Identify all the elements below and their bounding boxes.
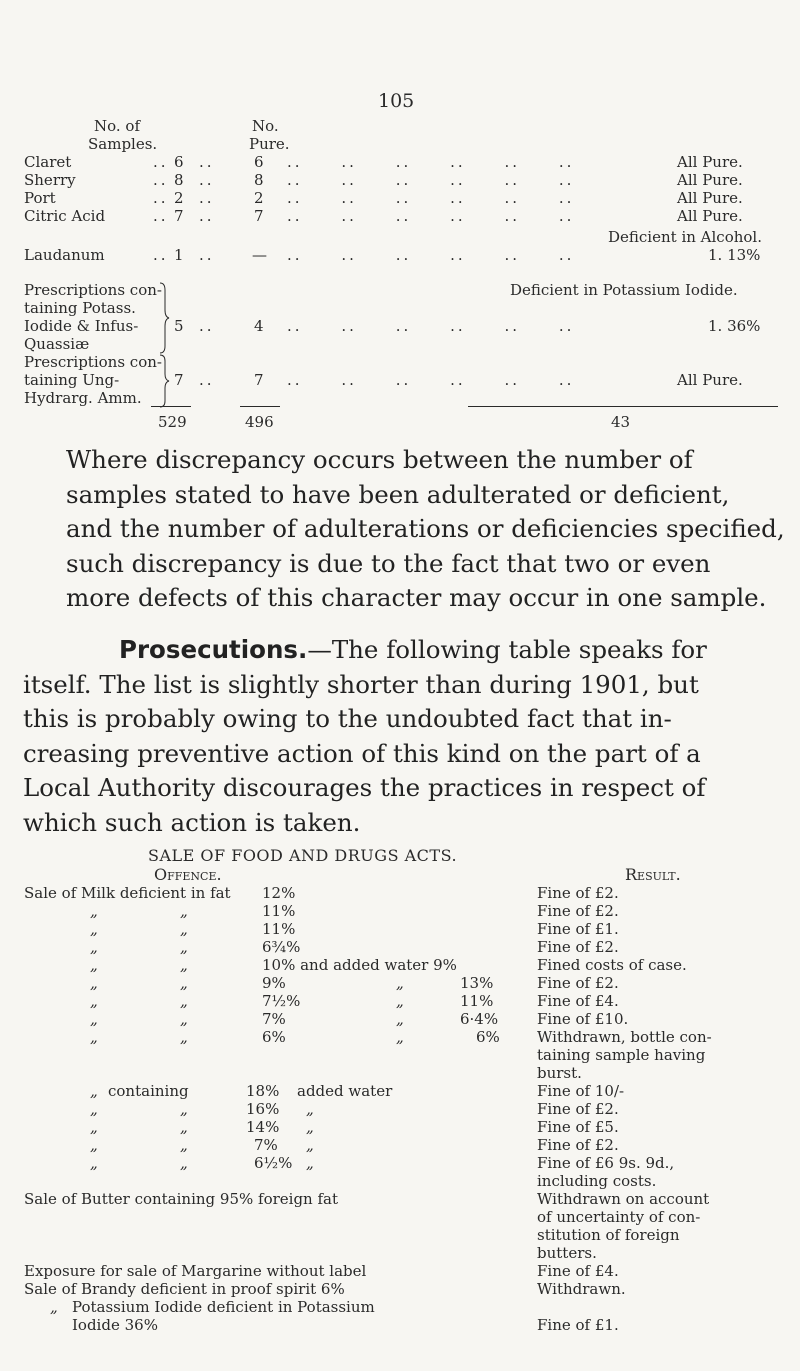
row-result: All Pure.: [677, 207, 743, 225]
discrepancy-paragraph: [66, 443, 785, 616]
row-samples: 7: [174, 207, 184, 225]
presc1-pure: 4: [254, 317, 264, 335]
result-text: of uncertainty of con-: [537, 1208, 701, 1226]
presc1-result-note: Deficient in Potassium Iodide.: [510, 281, 738, 299]
text-line: and the number of adulterations or deficiencies specified,: [66, 514, 785, 543]
presc1-samples: 5: [174, 317, 184, 335]
offence-water: 11%: [460, 992, 494, 1010]
offence-fat: 6%: [262, 1028, 286, 1046]
result-text: Fine of £5.: [537, 1118, 619, 1136]
offence-water: 13%: [460, 974, 494, 992]
result-text: Fine of £2.: [537, 884, 619, 902]
row-samples: 8: [174, 171, 184, 189]
total-result: 43: [611, 413, 631, 431]
offence-fat: 9%: [262, 974, 286, 992]
text-line: samples stated to have been adulterated or deficient,: [66, 479, 730, 509]
ditto-mark: „: [306, 1118, 314, 1136]
text-line: itself. The list is slightly shorter than during 1901, but: [23, 669, 699, 699]
ditto-mark: „: [180, 1118, 188, 1136]
result-text: Withdrawn, bottle con-: [537, 1028, 712, 1046]
header-samples-line2: Samples.: [88, 135, 158, 153]
presc2-line: taining Ung-: [24, 371, 120, 389]
ditto-mark: „: [90, 1118, 98, 1136]
total-rule: [240, 406, 280, 407]
ditto-mark: „: [90, 974, 98, 992]
offence-label: added water: [297, 1082, 393, 1100]
ditto-mark: „: [90, 1028, 98, 1046]
text-line: such discrepancy is due to the fact that two or even: [66, 548, 711, 578]
row-result: All Pure.: [677, 153, 743, 171]
result-text: burst.: [537, 1064, 582, 1082]
ditto-mark: „: [180, 1028, 188, 1046]
ditto-mark: „: [50, 1298, 58, 1316]
ditto-mark: „: [396, 1028, 404, 1046]
result-text: butters.: [537, 1244, 597, 1262]
result-text: Fine of £4.: [537, 992, 619, 1010]
row-name: Laudanum: [24, 246, 105, 264]
offence-water-pct: 14%: [246, 1118, 280, 1136]
table-title: SALE OF FOOD AND DRUGS ACTS.: [148, 846, 458, 865]
text-line: creasing preventive action of this kind on the part of a: [23, 738, 701, 768]
brace-icon: [158, 282, 170, 354]
offence-potassium: Iodide 36%: [72, 1316, 158, 1334]
page-number: 105: [378, 90, 415, 112]
column-header-offence: Offence.: [154, 865, 222, 884]
offence-butter: Sale of Butter containing 95% foreign fat: [24, 1190, 339, 1208]
presc1-line: Quassiæ: [24, 335, 90, 353]
text-line: —The following table speaks for: [307, 635, 707, 664]
total-rule: [468, 406, 778, 407]
row-name: Citric Acid: [24, 207, 106, 225]
result-text: Fined costs of case.: [537, 956, 687, 974]
ditto-mark: „: [180, 1136, 188, 1154]
ditto-mark: „: [90, 1010, 98, 1028]
offence-water-pct: 18%: [246, 1082, 280, 1100]
header-pure-line2: Pure.: [249, 135, 290, 153]
ditto-mark: „: [90, 902, 98, 920]
result-text: Fine of £1.: [537, 1316, 619, 1334]
offence-fat: 10% and added water 9%: [262, 956, 457, 974]
ditto-mark: „: [396, 1010, 404, 1028]
ditto-mark: „: [90, 992, 98, 1010]
header-pure-line1: No.: [252, 117, 279, 135]
row-pure: 6: [254, 153, 264, 171]
row-name: Port: [24, 189, 56, 207]
result-text: Withdrawn.: [537, 1280, 626, 1298]
row-pure: 7: [254, 207, 264, 225]
row-result: 1. 13%: [708, 246, 761, 264]
presc2-line: Prescriptions con-: [24, 353, 162, 371]
offence-label: Sale of Milk deficient in fat: [24, 884, 231, 902]
ditto-mark: „: [306, 1154, 314, 1172]
ditto-mark: „: [306, 1100, 314, 1118]
result-text: taining sample having: [537, 1046, 706, 1064]
row-samples: 6: [174, 153, 184, 171]
result-text: Fine of £1.: [537, 920, 619, 938]
ditto-mark: „: [180, 920, 188, 938]
ditto-mark: „: [90, 1082, 98, 1100]
offence-fat: 11%: [262, 902, 296, 920]
result-text: Fine of £2.: [537, 902, 619, 920]
ditto-mark: „: [180, 992, 188, 1010]
offence-water: 6%: [476, 1028, 500, 1046]
brace-icon: [158, 354, 170, 408]
offence-fat: 7½%: [262, 992, 301, 1010]
presc1-line: taining Potass.: [24, 299, 136, 317]
ditto-mark: „: [180, 1010, 188, 1028]
ditto-mark: „: [306, 1136, 314, 1154]
ditto-mark: „: [90, 1154, 98, 1172]
header-samples-line1: No. of: [94, 117, 141, 135]
text-line: more defects of this character may occur in one sample.: [66, 583, 767, 612]
offence-fat: 12%: [262, 884, 296, 902]
result-text: Fine of £2.: [537, 1136, 619, 1154]
total-pure: 496: [245, 413, 274, 431]
result-text: including costs.: [537, 1172, 657, 1190]
ditto-mark: „: [180, 974, 188, 992]
row-pure: —: [252, 246, 267, 264]
presc2-result: All Pure.: [677, 371, 743, 389]
row-pure: 8: [254, 171, 264, 189]
row-result: All Pure.: [677, 171, 743, 189]
ditto-mark: „: [90, 920, 98, 938]
offence-water: 6·4%: [460, 1010, 499, 1028]
presc2-line: Hydrarg. Amm.: [24, 389, 142, 407]
total-rule: [151, 406, 191, 407]
result-text: Fine of £6 9s. 9d.,: [537, 1154, 675, 1172]
row-samples: 1: [174, 246, 184, 264]
ditto-mark: „: [180, 956, 188, 974]
presc1-line: Iodide & Infus-: [24, 317, 139, 335]
text-line: Where discrepancy occurs between the number of: [66, 445, 693, 474]
presc1-result: 1. 36%: [708, 317, 761, 335]
result-text: Withdrawn on account: [537, 1190, 710, 1208]
result-text: Fine of £2.: [537, 974, 619, 992]
row-result: All Pure.: [677, 189, 743, 207]
section-heading: Prosecutions.: [119, 635, 308, 664]
text-line: which such action is taken.: [23, 807, 361, 837]
result-text: Fine of 10/-: [537, 1082, 625, 1100]
row-result-note: Deficient in Alcohol.: [608, 228, 762, 246]
result-text: stitution of foreign: [537, 1226, 680, 1244]
prosecutions-paragraph: [23, 633, 778, 840]
result-text: Fine of £10.: [537, 1010, 629, 1028]
offence-water-pct: 6½%: [254, 1154, 293, 1172]
offence-fat: 7%: [262, 1010, 286, 1028]
column-header-result: Result.: [625, 865, 681, 884]
text-line: this is probably owing to the undoubted fact that in-: [23, 704, 672, 733]
ditto-mark: „: [90, 938, 98, 956]
row-name: Sherry: [24, 171, 76, 189]
result-text: Fine of £2.: [537, 1100, 619, 1118]
offence-brandy: Sale of Brandy deficient in proof spirit 6%: [24, 1280, 345, 1298]
ditto-mark: „: [180, 938, 188, 956]
ditto-mark: „: [396, 992, 404, 1010]
row-samples: 2: [174, 189, 184, 207]
row-pure: 2: [254, 189, 264, 207]
ditto-mark: „: [90, 1100, 98, 1118]
offence-margarine: Exposure for sale of Margarine without label: [24, 1262, 367, 1280]
offence-water-pct: 16%: [246, 1100, 280, 1118]
row-name: Claret: [24, 153, 72, 171]
result-text: Fine of £2.: [537, 938, 619, 956]
ditto-mark: „: [90, 956, 98, 974]
offence-fat: 11%: [262, 920, 296, 938]
ditto-mark: „: [180, 1154, 188, 1172]
result-text: Fine of £4.: [537, 1262, 619, 1280]
text-line: Local Authority discourages the practices in respect of: [23, 773, 706, 802]
total-samples: 529: [158, 413, 187, 431]
ditto-mark: „: [180, 1100, 188, 1118]
presc2-samples: 7: [174, 371, 184, 389]
offence-fat: 6¾%: [262, 938, 301, 956]
offence-water-pct: 7%: [254, 1136, 278, 1154]
offence-potassium: Potassium Iodide deficient in Potassium: [72, 1298, 375, 1316]
ditto-mark: „: [180, 902, 188, 920]
ditto-mark: „: [396, 974, 404, 992]
offence-label: containing: [108, 1082, 189, 1100]
presc1-line: Prescriptions con-: [24, 281, 162, 299]
presc2-pure: 7: [254, 371, 264, 389]
ditto-mark: „: [90, 1136, 98, 1154]
